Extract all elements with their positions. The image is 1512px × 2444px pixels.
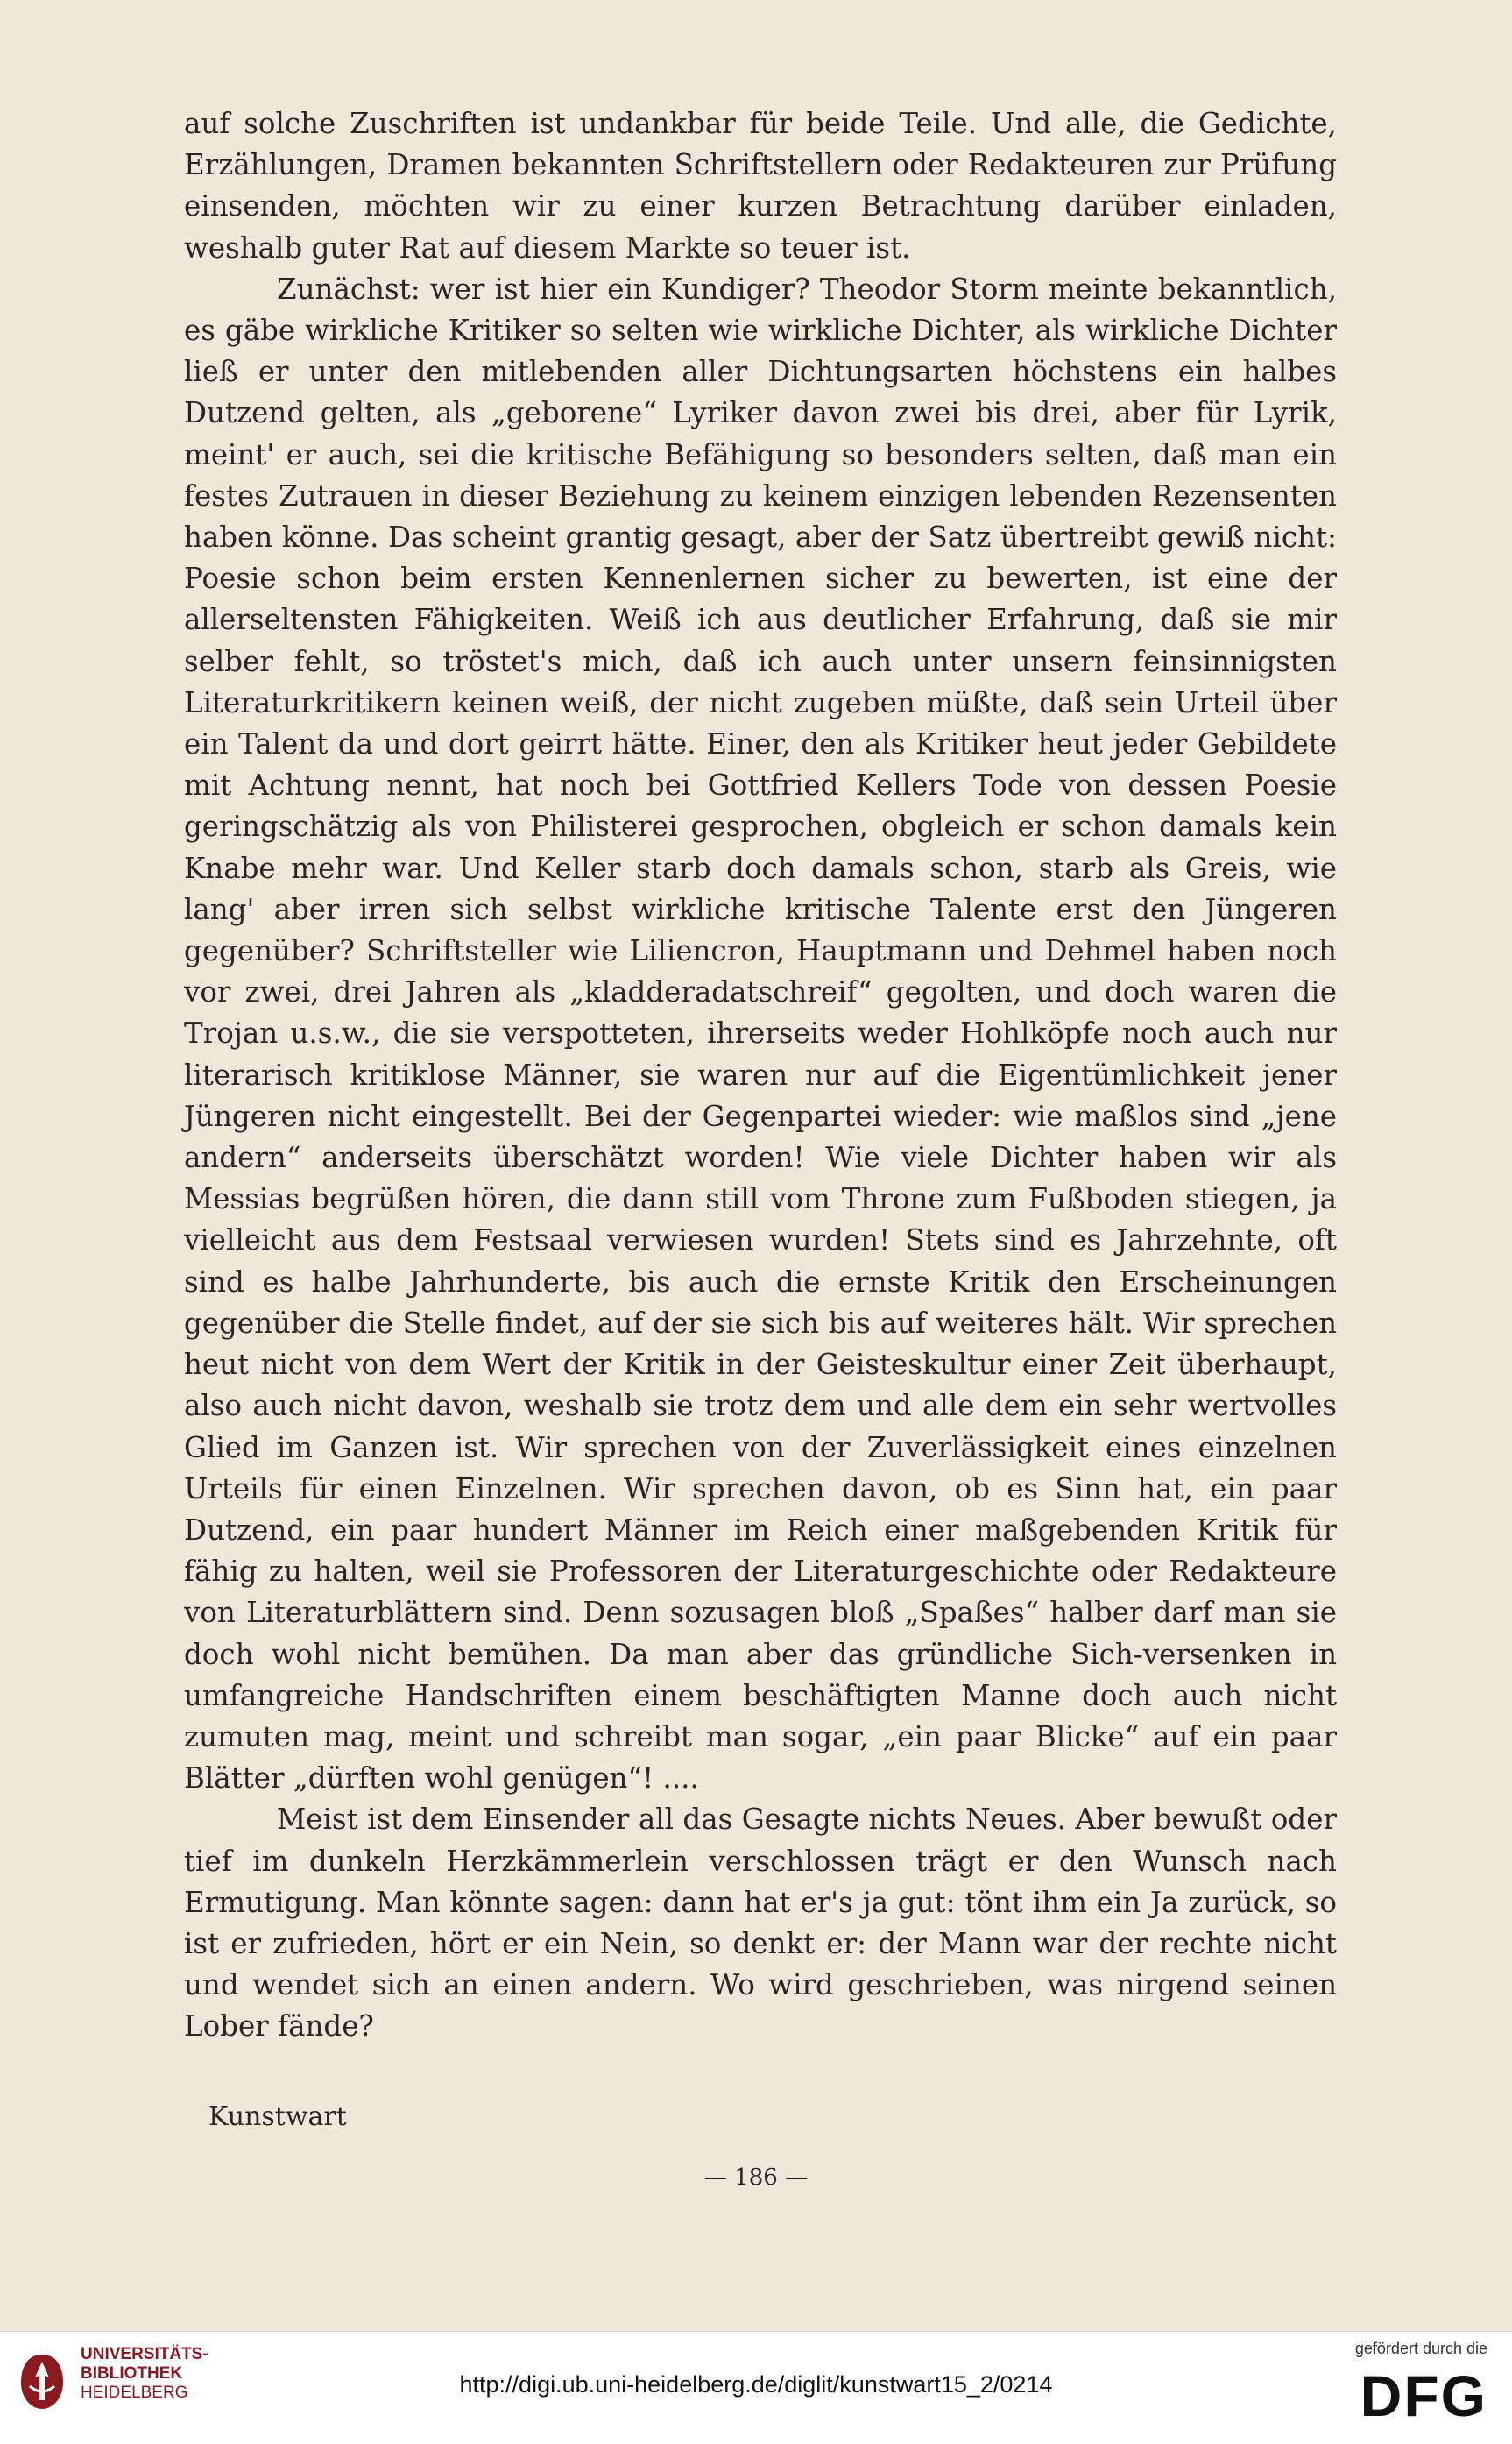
- journal-name: Kunstwart: [208, 2101, 347, 2132]
- source-url-link[interactable]: http://digi.ub.uni-heidelberg.de/diglit/kunstwart15_2/0214: [459, 2371, 1053, 2398]
- paragraph-2: Zunächst: wer ist hier ein Kundiger? Theodor Storm meinte bekanntlich, es gäbe wirkliche Kritiker so selten wie wirkliche Dichter, als wirkliche Dichter ließ er unter den mitlebenden aller Dichtungsarten höchstens ein halbes Dutzend gelten, als „geborene“ Lyriker davon zwei bis drei, aber für Lyrik, meint' er auch, sei die kritische Befähigung so besonders selten, daß man ein festes Zutrauen in dieser Beziehung zu keinem einzigen lebenden Rezensenten haben könne. Das scheint grantig gesagt, aber der Satz übertreibt gewiß nicht: Poesie schon beim ersten Kennenlernen sicher zu bewerten, ist eine der allerseltensten Fähigkeiten. Weiß ich aus deutlicher Erfahrung, daß sie mir selber fehlt, so tröstet's mich, daß ich auch unter unsern feinsinnigsten Literaturkritikern keinen weiß, der nicht zugeben müßte, daß sein Urteil über ein Talent da und dort geirrt hätte. Einer, den als Kritiker heut jeder Gebildete mit Achtung nennt, hat noch bei Gottfried Kellers Tode von dessen Poesie geringschätzig als von Philisterei gesprochen, obgleich er schon damals kein Knabe mehr war. Und Keller starb doch damals schon, starb als Greis, wie lang' aber irren sich selbst wirkliche kritische Talente erst den Jüngeren gegenüber? Schriftsteller wie Liliencron, Hauptmann und Dehmel haben noch vor zwei, drei Jahren als „kladderadatschreif“ gegolten, und doch waren die Trojan u.s.w., die sie verspotteten, ihrerseits weder Hohlköpfe noch auch nur literarisch kritiklose Männer, sie waren nur auf die Eigentümlichkeit jener Jüngeren nicht eingestellt. Bei der Gegenpartei wieder: wie maßlos sind „jene andern“ anderseits überschätzt worden! Wie viele Dichter haben wir als Messias begrüßen hören, die dann still vom Throne zum Fußboden stiegen, ja vielleicht aus dem Festsaal verwiesen wurden! Stets sind es Jahrzehnte, oft sind es halbe Jahrhunderte, bis auch die ernste Kritik den Erscheinungen gegenüber die Stelle findet, auf der sie sich bis auf weiteres hält. Wir sprechen heut nicht von dem Wert der Kritik in der Geisteskultur einer Zeit überhaupt, also auch nicht davon, weshalb sie trotz dem und alle dem ein sehr wertvolles Glied im Ganzen ist. Wir sprechen von der Zuverlässigkeit eines einzelnen Urteils für einen Einzelnen. Wir sprechen davon, ob es Sinn hat, ein paar Dutzend, ein paar hundert Männer im Reich einer maßgebenden Kritik für fähig zu halten, weil sie Professoren der Literaturgeschichte oder Redakteure von Literaturblättern sind. Denn sozusagen bloß „Spaßes“ halber darf man sie doch wohl nicht bemühen. Da man aber das gründliche Sich-versenken in umfangreiche Handschriften einem beschäftigten Manne doch auch nicht zumuten mag, meint und schreibt man sogar, „ein paar Blicke“ auf ein paar Blätter „dürften wohl genügen“! ....: [184, 272, 1337, 1796]
- university-name-line3: HEIDELBERG: [81, 2384, 188, 2402]
- paragraph-1: auf solche Zuschriften ist undankbar für beide Teile. Und alle, die Gedichte, Erzählungen, Dramen bekannten Schriftstellern oder Redakteuren zur Prüfung einsenden, möchten wir zu einer kurzen Betrachtung darüber einladen, weshalb guter Rat auf diesem Markte so teuer ist.: [184, 107, 1337, 265]
- article-text: [184, 103, 1337, 2048]
- university-name-line1: UNIVERSITÄTS-: [81, 2345, 208, 2363]
- paragraph-3: Meist ist dem Einsender all das Gesagte nichts Neues. Aber bewußt oder tief im dunkeln Herzkämmerlein verschlossen trägt er den Wunsch nach Ermutigung. Man könnte sagen: dann hat er's ja gut: tönt ihm ein Ja zurück, so ist er zufrieden, hört er ein Nein, so denkt er: der Mann war der rechte nicht und wendet sich an einen andern. Wo wird geschrieben, was nirgend seinen Lober fände?: [184, 1803, 1337, 2044]
- dfg-logo: DFG: [1360, 2363, 1487, 2428]
- funding-text: gefördert durch die: [1354, 2340, 1487, 2357]
- page-number: — 186 —: [703, 2164, 809, 2191]
- university-name-line2: BIBLIOTHEK: [81, 2364, 183, 2383]
